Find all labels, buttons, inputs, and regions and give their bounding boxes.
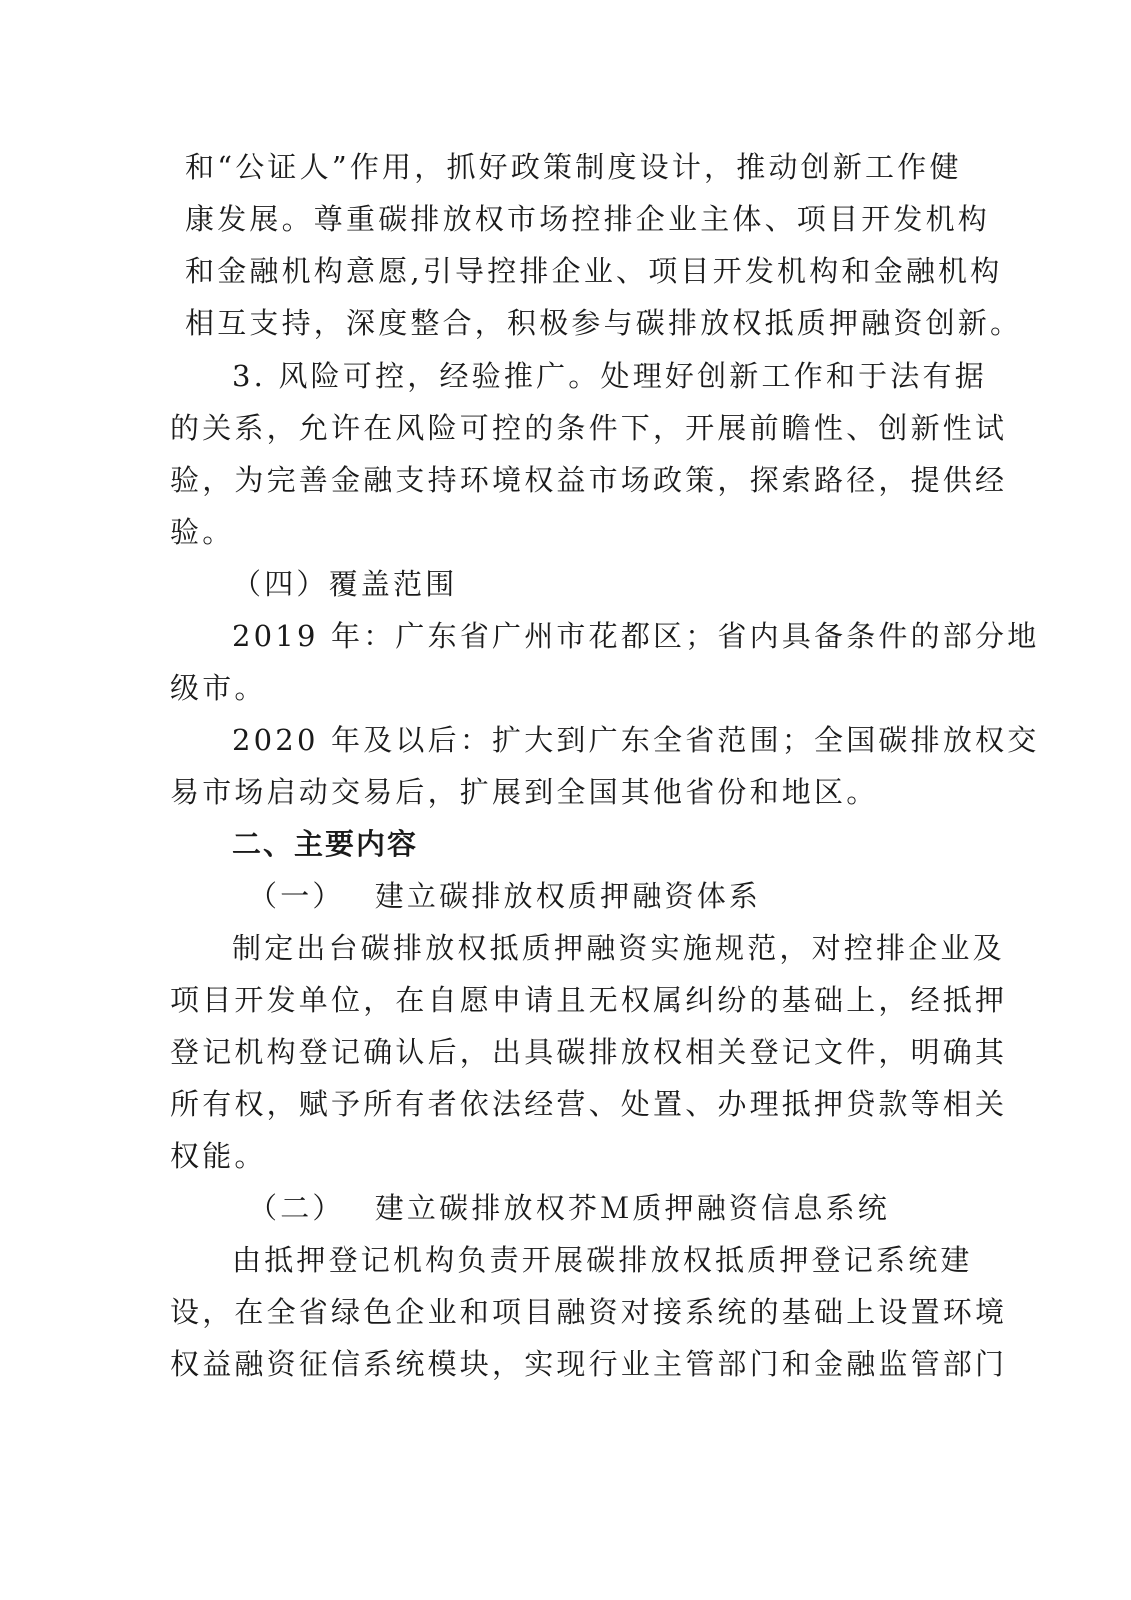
coverage-2020: 2020 年及以后：扩大到广东全省范围；全国碳排放权交 [232,723,1040,757]
body-line: 易市场启动交易后，扩展到全国其他省份和地区。 [170,775,879,809]
body-line: 和“公证人”作用，抓好政策制度设计，推动创新工作健 [185,150,962,184]
coverage-2019: 2019 年：广东省广州市花都区；省内具备条件的部分地 [232,619,1040,653]
subsection-title-2: （二） 建立碳排放权芥Ｍ质押融资信息系统 [248,1191,890,1225]
body-line: 级市。 [170,671,267,705]
body-line: 和金融机构意愿,引导控排企业、项目开发机构和金融机构 [185,254,1003,288]
subsection-title-1: （一） 建立碳排放权质押融资体系 [248,879,762,913]
body-line: 权能。 [170,1139,267,1173]
body-line: 的关系，允许在风险可控的条件下，开展前瞻性、创新性试 [170,411,1008,445]
body-line: 所有权，赋予所有者依法经营、处置、办理抵押贷款等相关 [170,1087,1008,1121]
body-line: 设，在全省绿色企业和项目融资对接系统的基础上设置环境 [170,1295,1008,1329]
list-item-3: 3. 风险可控，经验推广。处理好创新工作和于法有据 [232,359,987,393]
heading-main-content: 二、主要内容 [232,827,419,861]
body-line: 相互支持，深度整合，积极参与碳排放权抵质押融资创新。 [185,306,1023,340]
body-line: 由抵押登记机构负责开展碳排放权抵质押登记系统建 [232,1243,973,1277]
body-line: 项目开发单位，在自愿申请且无权属纠纷的基础上，经抵押 [170,983,1008,1017]
body-line: 登记机构登记确认后，出具碳排放权相关登记文件，明确其 [170,1035,1008,1069]
body-line: 权益融资征信系统模块，实现行业主管部门和金融监管部门 [170,1347,1008,1381]
body-line: 验。 [170,515,235,549]
body-line: 制定出台碳排放权抵质押融资实施规范，对控排企业及 [232,931,1005,965]
section-title-coverage: （四）覆盖范围 [232,567,458,601]
body-line: 验，为完善金融支持环境权益市场政策，探索路径，提供经 [170,463,1008,497]
body-line: 康发展。尊重碳排放权市场控排企业主体、项目开发机构 [185,202,991,236]
